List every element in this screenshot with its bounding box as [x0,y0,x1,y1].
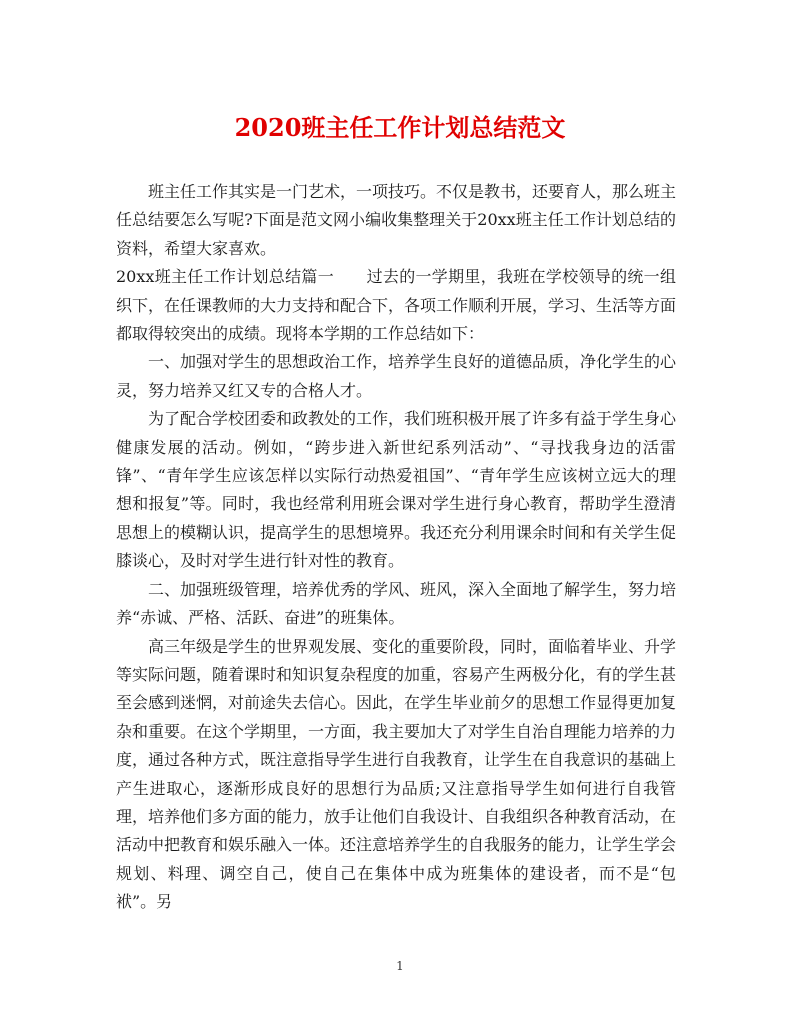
paragraph-point-two: 二、加强班级管理，培养优秀的学风、班风，深入全面地了解学生，努力培养“赤诚、严格、活跃、奋进”的班集体。 [116,579,677,628]
page-number: 1 [396,959,404,973]
paragraph-activities: 为了配合学校团委和政教处的工作，我们班积极开展了许多有益于学生身心健康发展的活动。例如，“跨步进入新世纪系列活动”、“寻找我身边的活雷锋”、“青年学生应该怎样以实际行动热爱祖国”、“青年学生应该树立远大的理想和报复”等。同时，我也经常利用班会课对学生进行身心教育，帮助学生澄清思想上的模糊认识，提高学生的思想境界。我还充分利用课余时间和有关学生促膝谈心，及时对学生进行针对性的教育。 [116,409,677,571]
paragraph-intro: 班主任工作其实是一门艺术，一项技巧。不仅是教书，还要育人，那么班主任总结要怎么写呢?下面是范文网小编收集整理关于20xx班主任工作计划总结的资料，希望大家喜欢。 [116,182,677,258]
paragraph-point-one: 一、加强对学生的思想政治工作，培养学生良好的道德品质，净化学生的心灵，努力培养又红又专的合格人才。 [116,352,677,400]
paragraph-section-one-intro: 20xx班主任工作计划总结篇一 过去的一学期里，我班在学校领导的统一组织下，在任课教师的大力支持和配合下，各项工作顺利开展，学习、生活等方面都取得较突出的成绩。现将本学期的工作总结如下： [116,267,677,344]
document-body [116,178,676,917]
document-title: 2020班主任工作计划总结范文 [234,113,566,142]
paragraph-senior-year: 高三年级是学生的世界观发展、变化的重要阶段，同时，面临着毕业、升学等实际问题，随着课时和知识复杂程度的加重，容易产生两极分化，有的学生甚至会感到迷惘，对前途失去信心。因此，在学生毕业前夕的思想工作显得更加复杂和重要。在这个学期里，一方面，我主要加大了对学生自治自理能力培养的力度，通过各种方式，既注意指导学生进行自我教育，让学生在自我意识的基础上产生进取心，逐渐形成良好的思想行为品质;又注意指导学生如何进行自我管理，培养他们多方面的能力，放手让他们自我设计、自我组织各种教育活动，在活动中把教育和娱乐融入一体。还注意培养学生的自我服务的能力，让学生学会规划、料理、调空自己，使自己在集体中成为班集体的建设者，而不是“包袱”。另 [116,636,677,912]
